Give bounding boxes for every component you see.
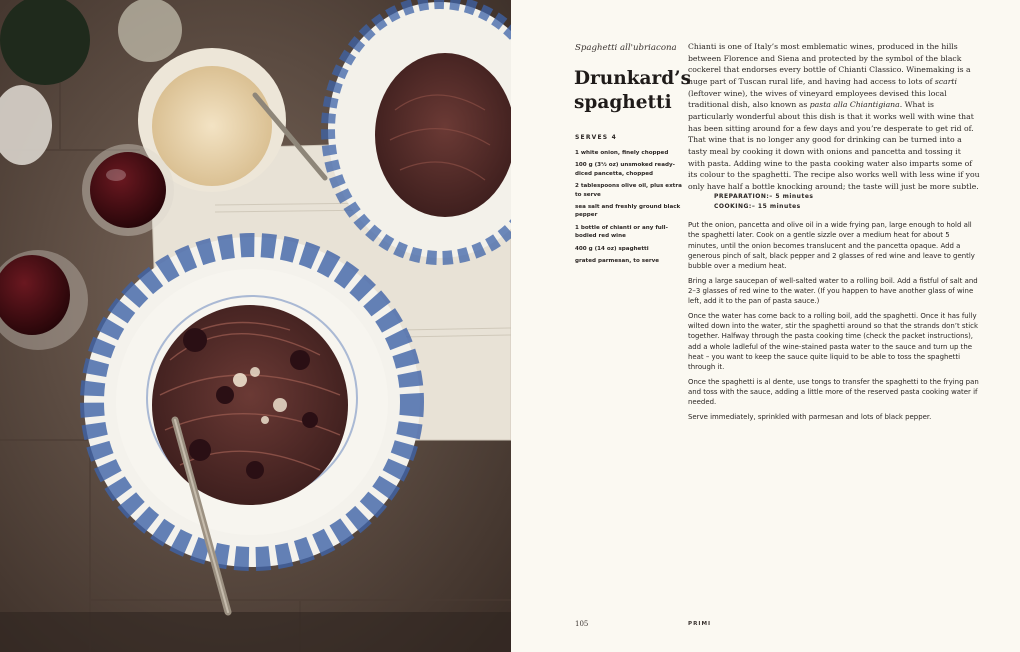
recipe-page <box>511 0 1020 652</box>
intro-text-3: . What is particularly wonderful about this dish is that it works well with wine that has been sitting around for a few days and you’re desperate to get rid of. That wine that is no longer any good for drinking can be turned into a tasty meal by cooking it down with onions and pancetta and tossing it with pasta. Adding wine to the pasta cooking water also imparts some of its colour to the spaghetti. The recipe also works well with less wine if you only have half a bottle knocking around; the taste will just be more subtle. <box>688 100 980 191</box>
ingredient-item: 1 white onion, finely chopped <box>575 150 669 156</box>
method-step: Once the water has come back to a rolling boil, add the spaghetti. Once it has fully wilted down into the water, stir the spaghetti around so that the strands don’t stick together. Halfway through the pasta cooking time (check the packet instructions), add a whole ladleful of the wine-stained pasta water to the sauce and turn up the heat – you want to keep the sauce quite liquid to be able to toss the spaghetti through it. <box>688 311 979 372</box>
ingredient-item: grated parmesan, to serve <box>575 258 660 265</box>
intro-text-2: (leftover wine), the wives of vineyard employees devised this local traditional dish, also known as <box>688 88 947 110</box>
method-step: Serve immediately, sprinkled with parmesan and lots of black pepper. <box>688 412 932 421</box>
recipe-times <box>714 192 813 213</box>
method-step: Put the onion, pancetta and olive oil in a wide frying pan, large enough to hold all the spaghetti later. Cook on a gentle sizzle over a medium heat for about 5 minutes, until the onion becomes translucent and the pancetta opaque. Add a generous pinch of salt, black pepper and 2 glasses of red wine and leave to gently bubble over a medium heat. <box>688 221 975 270</box>
preparation-time: PREPARATION:– 5 minutes <box>714 193 814 200</box>
method-step: Once the spaghetti is al dente, use tongs to transfer the spaghetti to the frying pan and toss with the sauce, adding a little more of the reserved pasta cooking water if needed. <box>688 377 979 407</box>
page-number: 105 <box>575 620 589 628</box>
cooking-time: COOKING:– 15 minutes <box>714 203 801 211</box>
recipe-title: Drunkard’s spaghetti <box>574 68 692 113</box>
intro-pasta-alla: pasta alla Chiantigiana <box>809 100 900 110</box>
intro-scarti: scarti <box>934 76 957 86</box>
ingredient-item: 100 g (3½ oz) unsmoked ready-diced pancetta, chopped <box>575 162 675 177</box>
ingredients-list <box>575 149 685 270</box>
recipe-italian-name: Spaghetti all'ubriacona <box>575 43 677 53</box>
intro-text-1: Chianti is one of Italy’s most emblematic wines, produced in the hills between Florence and Siena and protected by the symbol of the black cockerel that endorses every bottle of Chianti Classico. Winemaking is a huge part of Tuscan rural life, and having had access to lots of <box>688 42 971 86</box>
running-head: PRIMI <box>688 621 712 627</box>
ingredient-item: 2 tablespoons olive oil, plus extra to serve <box>575 183 682 198</box>
recipe-method <box>688 220 982 426</box>
method-step: Bring a large saucepan of well-salted water to a rolling boil. Add a fistful of salt and 2–3 glasses of red wine to the water. (If you happen to have another glass of wine left, add it to the pan of pasta sauce.) <box>688 276 978 306</box>
ingredient-item: 400 g (14 oz) spaghetti <box>575 245 649 252</box>
ingredient-item: 1 bottle of chianti or any full-bodied red wine <box>575 224 668 240</box>
ingredient-item: sea salt and freshly ground black pepper <box>575 204 681 219</box>
recipe-intro <box>688 41 980 193</box>
serves-label: SERVES 4 <box>575 134 617 141</box>
